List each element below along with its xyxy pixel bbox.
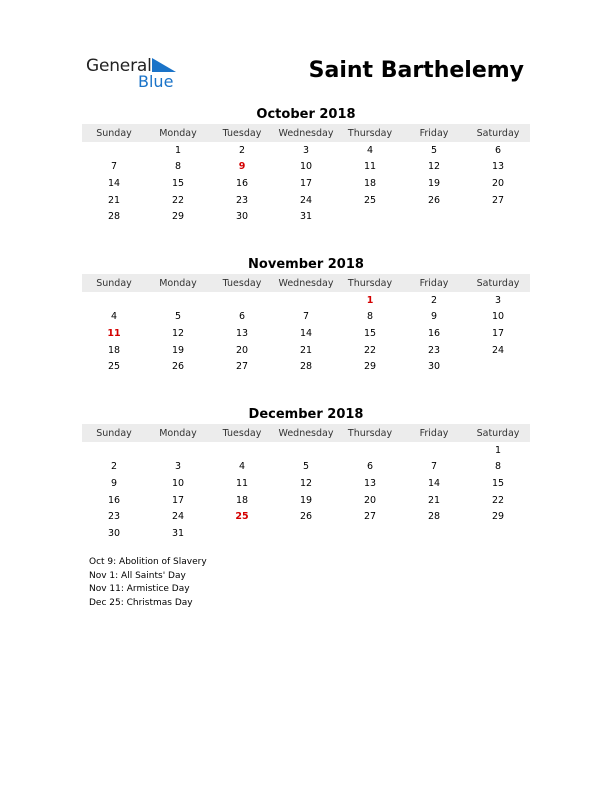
month-title: October 2018 <box>256 107 356 122</box>
day-cell: 25 <box>235 511 249 523</box>
country-title: Saint Barthelemy <box>308 58 524 83</box>
month-title: November 2018 <box>248 257 364 272</box>
week-row <box>82 492 530 509</box>
day-cell: 10 <box>491 311 505 323</box>
day-cell: 16 <box>427 327 441 339</box>
day-cell: 28 <box>427 511 441 523</box>
weekday-label: Saturday <box>476 127 520 139</box>
day-cell: 6 <box>494 144 502 156</box>
day-cell: 12 <box>427 161 441 173</box>
day-cell: 3 <box>494 294 502 306</box>
day-cell: 25 <box>107 361 121 373</box>
day-cell: 28 <box>107 211 121 223</box>
day-cell: 17 <box>491 327 505 339</box>
weekday-label: Friday <box>419 277 449 289</box>
day-cell: 5 <box>174 311 182 323</box>
day-cell: 5 <box>430 144 438 156</box>
week-row <box>82 175 530 192</box>
day-cell: 18 <box>235 494 249 506</box>
day-cell: 26 <box>171 361 185 373</box>
day-cell: 13 <box>363 477 377 489</box>
week-row <box>82 459 530 476</box>
weekday-label: Tuesday <box>222 427 262 439</box>
day-cell: 27 <box>363 511 377 523</box>
day-cell: 8 <box>174 161 182 173</box>
day-cell: 1 <box>366 294 374 306</box>
day-cell: 3 <box>174 461 182 473</box>
day-cell: 8 <box>366 311 374 323</box>
day-cell: 13 <box>491 161 505 173</box>
day-cell: 9 <box>238 161 246 173</box>
day-cell: 14 <box>299 327 313 339</box>
day-cell: 12 <box>299 477 313 489</box>
day-cell: 19 <box>427 177 441 189</box>
weekday-label: Monday <box>159 277 197 289</box>
day-cell: 21 <box>427 494 441 506</box>
holiday-note: Nov 11: Armistice Day <box>89 584 190 595</box>
logo-triangle-icon <box>152 58 176 72</box>
holiday-note: Nov 1: All Saints' Day <box>89 570 186 581</box>
day-cell: 12 <box>171 327 185 339</box>
day-cell: 17 <box>299 177 313 189</box>
day-cell: 7 <box>110 161 118 173</box>
day-cell: 4 <box>110 311 118 323</box>
week-row <box>82 208 530 225</box>
day-cell: 9 <box>110 477 118 489</box>
day-cell: 24 <box>491 344 505 356</box>
day-cell: 22 <box>363 344 377 356</box>
weekday-label: Friday <box>419 427 449 439</box>
day-cell: 11 <box>235 477 249 489</box>
weekday-label: Tuesday <box>222 127 262 139</box>
week-row <box>82 342 530 359</box>
day-cell: 8 <box>494 461 502 473</box>
month-december <box>82 406 530 542</box>
day-cell: 19 <box>299 494 313 506</box>
weekday-label: Tuesday <box>222 277 262 289</box>
day-cell: 7 <box>430 461 438 473</box>
day-cell: 3 <box>302 144 310 156</box>
day-cell: 19 <box>171 344 185 356</box>
day-cell: 4 <box>238 461 246 473</box>
day-cell: 20 <box>363 494 377 506</box>
day-cell: 23 <box>427 344 441 356</box>
weekday-label: Sunday <box>96 127 132 139</box>
weekday-label: Friday <box>419 127 449 139</box>
weekday-label: Thursday <box>347 277 393 289</box>
day-cell: 7 <box>302 311 310 323</box>
week-row <box>82 309 530 326</box>
day-cell: 26 <box>427 194 441 206</box>
day-cell: 16 <box>107 494 121 506</box>
day-cell: 18 <box>107 344 121 356</box>
day-cell: 11 <box>363 161 377 173</box>
weekday-label: Saturday <box>476 427 520 439</box>
month-october <box>82 106 530 225</box>
day-cell: 24 <box>171 511 185 523</box>
holiday-notes <box>89 556 207 611</box>
weekday-label: Saturday <box>476 277 520 289</box>
week-row <box>82 325 530 342</box>
day-cell: 15 <box>171 177 185 189</box>
day-cell: 20 <box>235 344 249 356</box>
month-november <box>82 256 530 375</box>
day-cell: 21 <box>299 344 313 356</box>
weekday-header-row <box>82 274 530 292</box>
weekday-label: Thursday <box>347 427 393 439</box>
day-cell: 31 <box>299 211 313 223</box>
week-row <box>82 159 530 176</box>
week-row <box>82 442 530 459</box>
day-cell: 21 <box>107 194 121 206</box>
month-title: December 2018 <box>248 407 364 422</box>
day-cell: 18 <box>363 177 377 189</box>
weekday-label: Monday <box>159 127 197 139</box>
day-cell: 28 <box>299 361 313 373</box>
day-cell: 11 <box>107 327 121 339</box>
day-cell: 14 <box>107 177 121 189</box>
day-cell: 6 <box>238 311 246 323</box>
day-cell: 29 <box>363 361 377 373</box>
holiday-note: Oct 9: Abolition of Slavery <box>89 557 207 567</box>
logo <box>86 56 186 92</box>
day-cell: 16 <box>235 177 249 189</box>
weekday-label: Sunday <box>96 427 132 439</box>
day-cell: 2 <box>238 144 246 156</box>
day-cell: 14 <box>427 477 441 489</box>
day-cell: 1 <box>174 144 182 156</box>
day-cell: 30 <box>427 361 441 373</box>
day-cell: 23 <box>107 511 121 523</box>
day-cell: 30 <box>235 211 249 223</box>
day-cell: 29 <box>171 211 185 223</box>
weekday-header-row <box>82 424 530 442</box>
weekday-header-row <box>82 124 530 142</box>
day-cell: 25 <box>363 194 377 206</box>
day-cell: 1 <box>494 444 502 456</box>
holiday-note: Dec 25: Christmas Day <box>89 598 193 609</box>
day-cell: 27 <box>235 361 249 373</box>
day-cell: 13 <box>235 327 249 339</box>
weekday-label: Sunday <box>96 277 132 289</box>
day-cell: 17 <box>171 494 185 506</box>
week-row <box>82 525 530 542</box>
weekday-label: Wednesday <box>278 127 334 139</box>
day-cell: 2 <box>430 294 438 306</box>
weekday-label: Wednesday <box>278 277 334 289</box>
day-cell: 23 <box>235 194 249 206</box>
weekday-label: Monday <box>159 427 197 439</box>
day-cell: 10 <box>171 477 185 489</box>
day-cell: 15 <box>491 477 505 489</box>
day-cell: 27 <box>491 194 505 206</box>
week-row <box>82 508 530 525</box>
week-row <box>82 192 530 209</box>
week-row <box>82 142 530 159</box>
day-cell: 4 <box>366 144 374 156</box>
day-cell: 22 <box>171 194 185 206</box>
day-cell: 24 <box>299 194 313 206</box>
day-cell: 2 <box>110 461 118 473</box>
week-row <box>82 358 530 375</box>
day-cell: 22 <box>491 494 505 506</box>
day-cell: 26 <box>299 511 313 523</box>
day-cell: 15 <box>363 327 377 339</box>
weekday-label: Thursday <box>347 127 393 139</box>
day-cell: 31 <box>171 527 185 539</box>
logo-text-blue: Blue <box>138 72 174 91</box>
day-cell: 30 <box>107 527 121 539</box>
day-cell: 9 <box>430 311 438 323</box>
week-row <box>82 292 530 309</box>
day-cell: 20 <box>491 177 505 189</box>
week-row <box>82 475 530 492</box>
day-cell: 10 <box>299 161 313 173</box>
day-cell: 5 <box>302 461 310 473</box>
weekday-label: Wednesday <box>278 427 334 439</box>
day-cell: 6 <box>366 461 374 473</box>
logo-text-general: General <box>86 56 152 76</box>
day-cell: 29 <box>491 511 505 523</box>
